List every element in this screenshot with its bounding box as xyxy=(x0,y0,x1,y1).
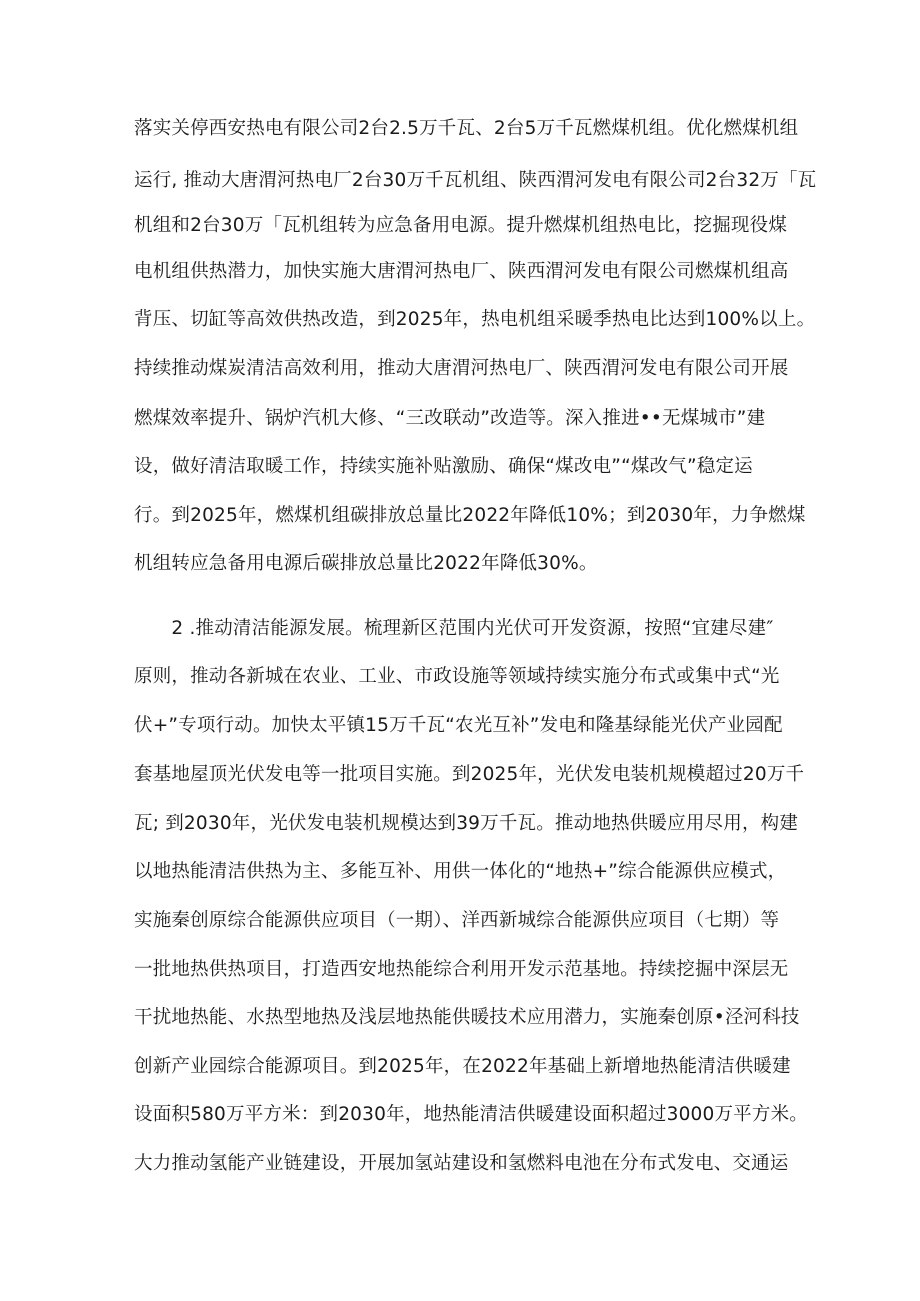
text-line: 行。到2025年，燃煤机组碳排放总量比2022年降低10%；到2030年，力争燃煤 xyxy=(134,505,806,526)
text-line: 机组转应急备用电源后碳排放总量比2022年降低30%。 xyxy=(134,553,598,574)
text-line: 干扰地热能、水热型地热及浅层地热能供暖技术应用潜力，实施秦创原•泾河科技 xyxy=(134,1007,800,1028)
text-line: 大力推动氢能产业链建设，开展加氢站建设和氢燃料电池在分布式发电、交通运 xyxy=(134,1153,789,1174)
text-line: 原则，推动各新城在农业、工业、市政设施等领域持续实施分布式或集中式“光 xyxy=(134,666,780,687)
text-line: 以地热能清洁供热为主、多能互补、用供一体化的“地热+”综合能源供应模式， xyxy=(134,861,787,882)
text-line: 燃煤效率提升、锅炉汽机大修、“三改联动”改造等。深入推进••无煤城市”建 xyxy=(134,408,766,429)
text-line: 机组和2台30万「瓦机组转为应急备用电源。提升燃煤机组热电比，挖掘现役煤 xyxy=(134,215,788,236)
text-line: 伏+”专项行动。加快太平镇15万千瓦“农光互补”发电和隆基绿能光伏产业园配 xyxy=(134,715,783,736)
text-line: 瓦; 到2030年，光伏发电装机规模达到39万千瓦。推动地热供暖应用尽用，构建 xyxy=(134,813,799,834)
text-line: 落实关停西安热电有限公司2台2.5万千瓦、2台5万千瓦燃煤机组。优化燃煤机组 xyxy=(134,118,799,139)
text-line: 套基地屋顶光伏发电等一批项目实施。到2025年，光伏发电装机规模超过20万千 xyxy=(134,764,805,785)
text-line: 电机组供热潜力，加快实施大唐渭河热电厂、陕西渭河发电有限公司燃煤机组高 xyxy=(134,261,789,282)
text-line: 实施秦创原综合能源供应项目（一期）、洋西新城综合能源供应项目（七期）等 xyxy=(134,910,780,931)
text-line: 创新产业园综合能源项目。到2025年，在2022年基础上新增地热能清洁供暖建 xyxy=(134,1056,791,1077)
text-line: 设面积580万平方米：到2030年，地热能清洁供暖建设面积超过3000万平方米。 xyxy=(134,1104,808,1125)
text-line: 持续推动煤炭清洁高效利用，推动大唐渭河热电厂、陕西渭河发电有限公司开展 xyxy=(134,358,789,379)
text-line: 背压、切缸等高效供热改造，到2025年，热电机组采暖季热电比达到100%以上。 xyxy=(134,309,816,330)
text-line: 2 .推动清洁能源发展。梳理新区范围内光伏可开发资源，按照“宜建尽建″ xyxy=(134,618,774,639)
text-line: 运行, 推动大唐渭河热电厂2台30万千瓦机组、陕西渭河发电有限公司2台32万「瓦 xyxy=(134,170,817,191)
text-line: 一批地热供热项目，打造西安地热能综合利用开发示范基地。持续挖掘中深层无 xyxy=(134,959,789,980)
text-line: 设，做好清洁取暖工作，持续实施补贴激励、确保“煤改电”“煤改气”稳定运 xyxy=(134,456,753,477)
